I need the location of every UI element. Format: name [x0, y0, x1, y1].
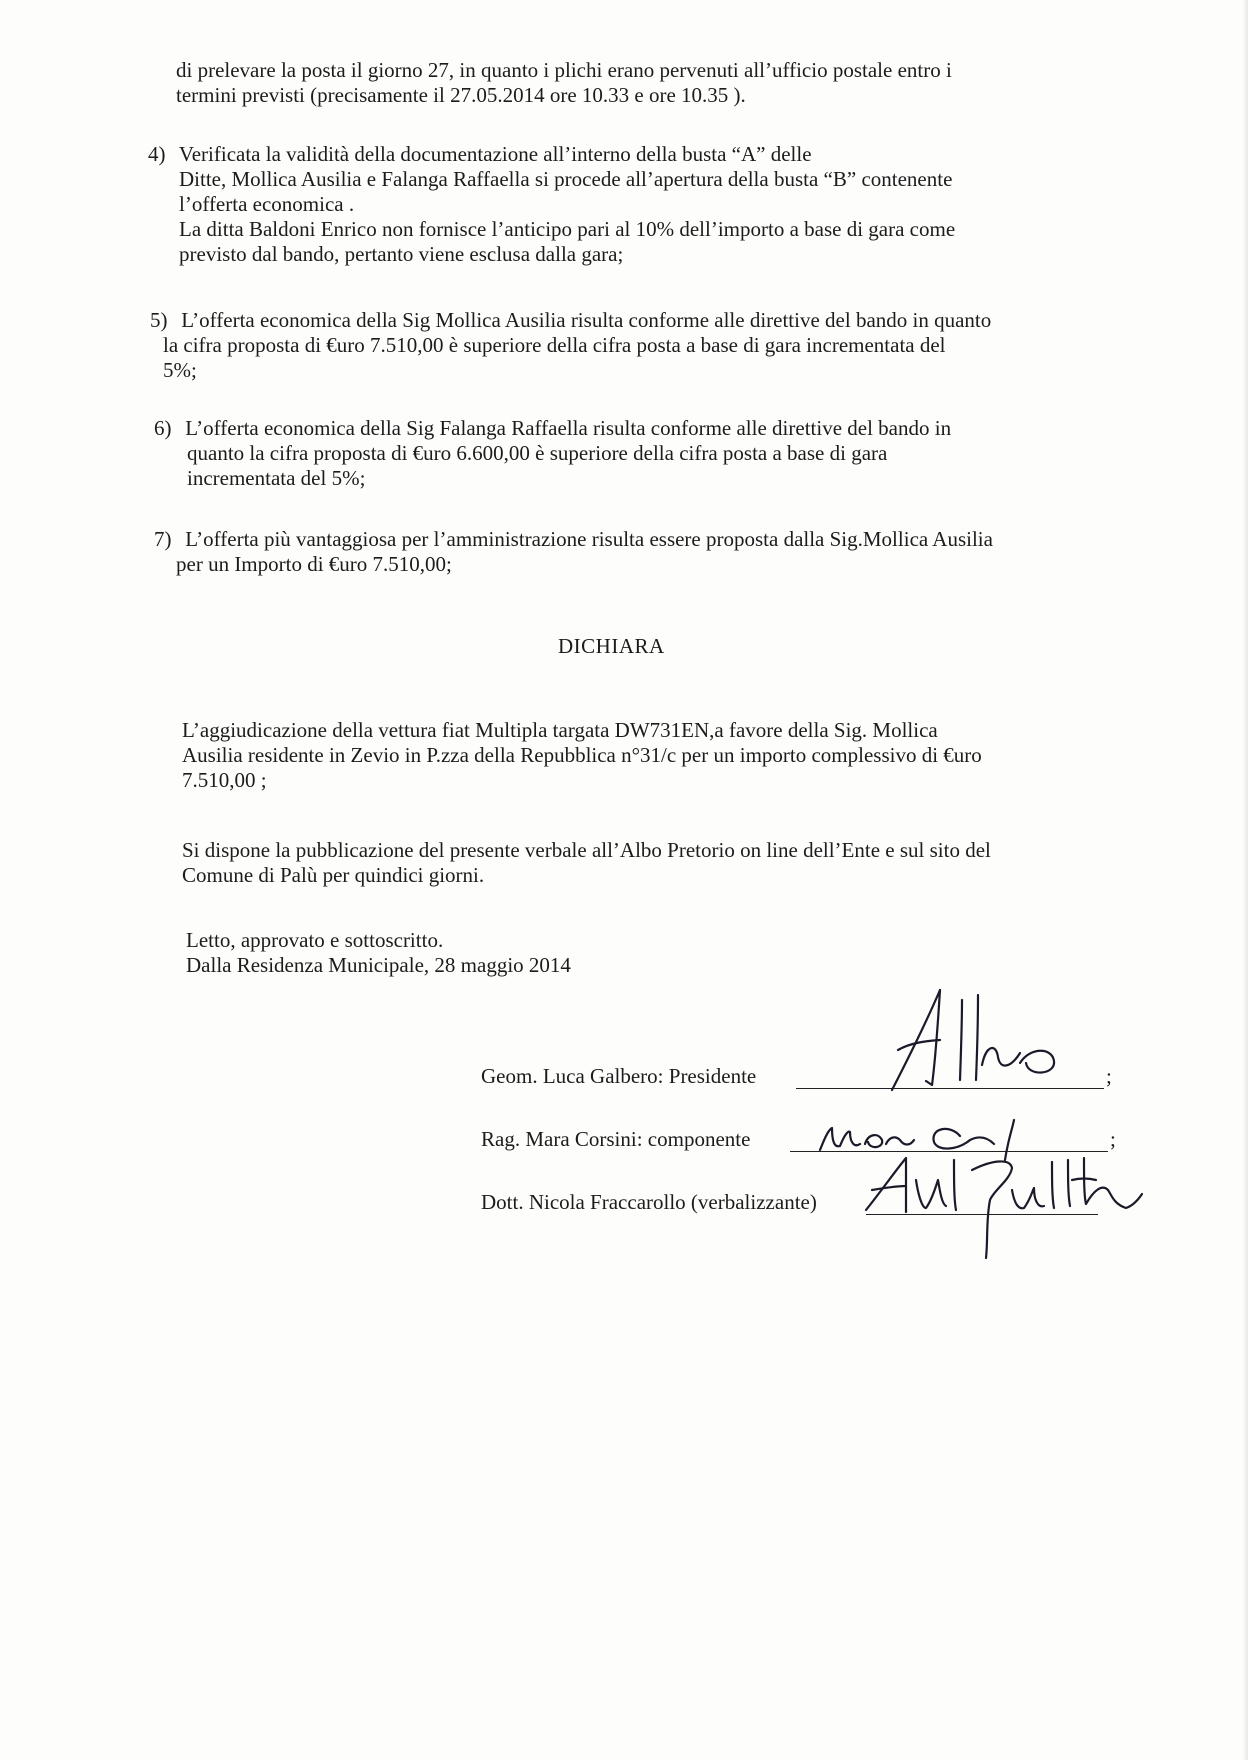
item-4-line: La ditta Baldoni Enrico non fornisce l’anticipo pari al 10% dell’importo a base di gara come: [179, 217, 956, 241]
award-paragraph: [182, 718, 982, 793]
item-number: 7): [154, 527, 172, 551]
signature-secretary: [862, 1150, 1142, 1260]
item-number: 6): [154, 416, 172, 440]
publication-line: Si dispone la pubblicazione del presente verbale all’Albo Pretorio on line dell’Ente e sul sito del: [182, 838, 991, 862]
declaration-heading: DICHIARA: [558, 634, 665, 658]
award-line: L’aggiudicazione della vettura fiat Multipla targata DW731EN,a favore della Sig. Mollica: [182, 718, 938, 742]
signatory-label: Rag. Mara Corsini: componente: [481, 1127, 751, 1151]
closing-block: [186, 928, 571, 978]
intro-line: termini previsti (precisamente il 27.05.2014 ore 10.33 e ore 10.35 ).: [176, 83, 746, 107]
item-6-line: 6) L’offerta economica della Sig Falanga Raffaella risulta conforme alle direttive del bando in: [154, 416, 952, 440]
line-end: ;: [1110, 1127, 1116, 1151]
item-5-line: 5) L’offerta economica della Sig Mollica Ausilia risulta conforme alle direttive del bando in quanto: [150, 308, 992, 332]
item-6: [154, 416, 951, 491]
signatory-member: [481, 1127, 750, 1152]
closing-line: Dalla Residenza Municipale, 28 maggio 2014: [186, 953, 571, 977]
intro-line: di prelevare la posta il giorno 27, in quanto i plichi erano pervenuti all’ufficio postale entro i: [176, 58, 952, 82]
item-5-line: 5%;: [163, 358, 197, 382]
publication-paragraph: [182, 838, 991, 888]
award-line: Ausilia residente in Zevio in P.zza della Repubblica n°31/c per un importo complessivo di €uro: [182, 743, 982, 767]
signatory-label: Geom. Luca Galbero: Presidente: [481, 1064, 757, 1088]
signatory-president: [481, 1064, 756, 1089]
item-4-line: 4) Verificata la validità della documentazione all’interno della busta “A” delle: [148, 142, 812, 166]
award-line: 7.510,00 ;: [182, 768, 267, 792]
item-4-line: previsto dal bando, pertanto viene esclusa dalla gara;: [179, 242, 624, 266]
item-number: 4): [148, 142, 166, 166]
item-4-line: Ditte, Mollica Ausilia e Falanga Raffaella si procede all’apertura della busta “B” contenente: [179, 167, 953, 191]
publication-line: Comune di Palù per quindici giorni.: [182, 863, 485, 887]
item-7-line: per un Importo di €uro 7.510,00;: [176, 552, 452, 576]
item-4-line: l’offerta economica .: [179, 192, 355, 216]
item-6-line: quanto la cifra proposta di €uro 6.600,00 è superiore della cifra posta a base di gara: [187, 441, 888, 465]
item-5: [150, 308, 991, 383]
item-7: [154, 527, 993, 577]
item-number: 5): [150, 308, 168, 332]
item-7-line: 7) L’offerta più vantaggiosa per l’amministrazione risulta essere proposta dalla Sig.Mollica Ausilia: [154, 527, 993, 551]
intro-paragraph: [176, 58, 952, 108]
signatory-label: Dott. Nicola Fraccarollo (verbalizzante): [481, 1190, 817, 1214]
line-end: ;: [1106, 1064, 1112, 1088]
item-4: [148, 142, 955, 267]
item-6-line: incrementata del 5%;: [187, 466, 366, 490]
signatory-secretary: [481, 1190, 817, 1215]
item-5-line: la cifra proposta di €uro 7.510,00 è superiore della cifra posta a base di gara incrementata del: [163, 333, 946, 357]
signature-president: [870, 985, 1100, 1105]
closing-line: Letto, approvato e sottoscritto.: [186, 928, 444, 952]
scan-edge: [1242, 0, 1248, 1760]
